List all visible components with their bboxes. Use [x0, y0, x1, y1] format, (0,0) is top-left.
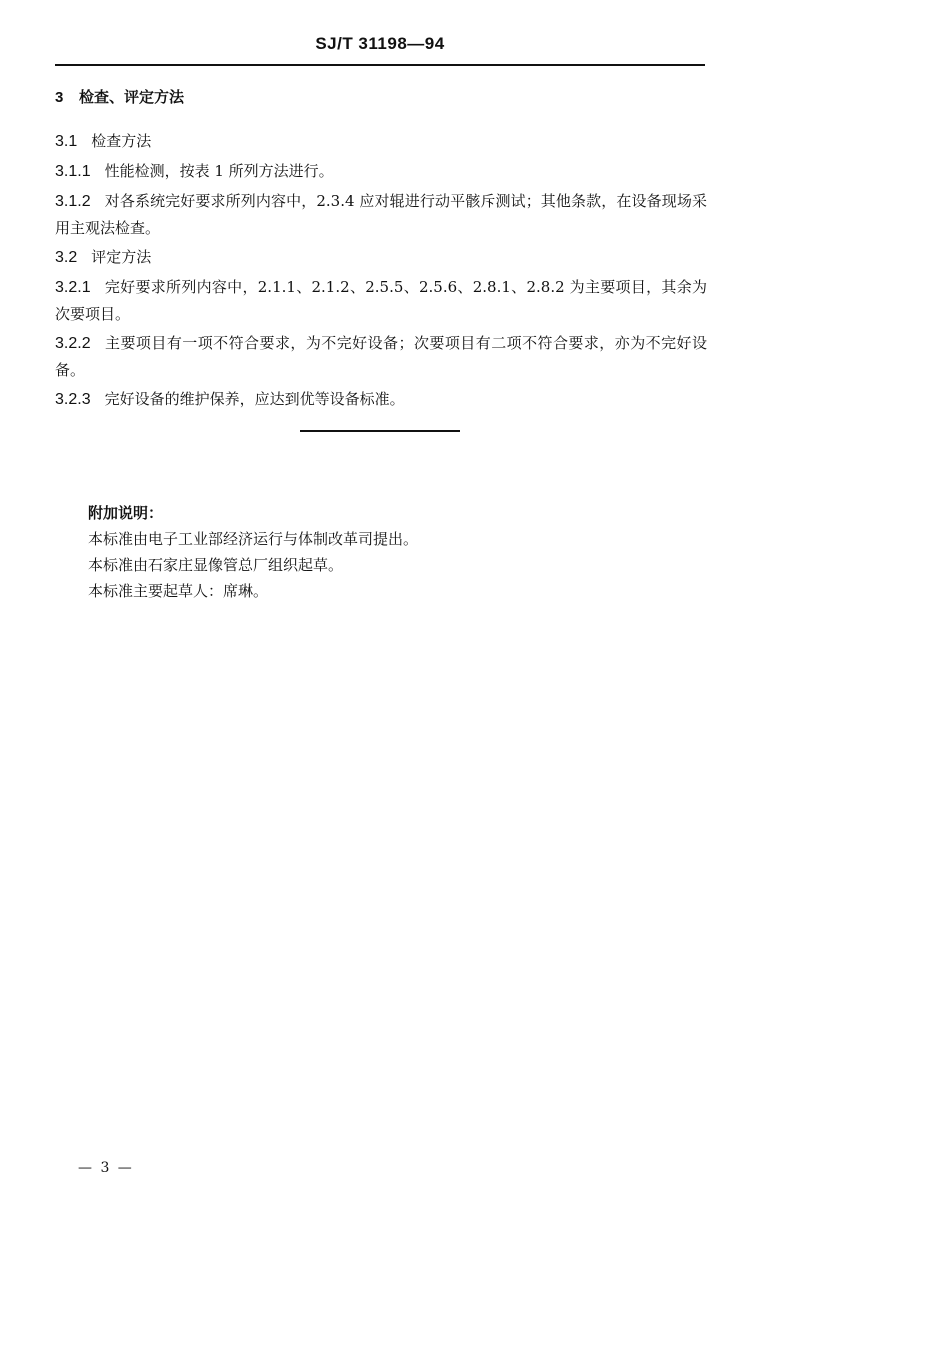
clause-number: 3.2.1 — [55, 279, 91, 296]
clause-text: 主要项目有一项不符合要求，为不完好设备；次要项目有二项不符合要求，亦为不完好设备。 — [55, 334, 707, 379]
section-heading — [55, 84, 707, 111]
notes-line: 本标准由石家庄显像管总厂组织起草。 — [88, 556, 344, 574]
end-of-text-rule — [300, 430, 460, 432]
notes-line: 本标准主要起草人：席琳。 — [88, 582, 269, 600]
clause-number: 3.1.1 — [55, 163, 91, 180]
clause-3-2-1 — [55, 274, 707, 327]
clause-text: 完好设备的维护保养，应达到优等设备标准。 — [104, 390, 405, 408]
main-content — [55, 84, 707, 416]
section-title: 检查、评定方法 — [79, 88, 185, 106]
clause-text: 对各系统完好要求所列内容中，2.3.4 应对辊进行动平骸斥测试；其他条款，在设备现场采用主观法检查。 — [55, 192, 707, 237]
clause-3-2 — [55, 244, 707, 271]
notes-title: 附加说明： — [88, 504, 164, 522]
additional-notes — [88, 500, 688, 604]
standard-code-header: SJ/T 31198—94 — [315, 34, 445, 53]
header-rule — [55, 64, 705, 66]
section-number: 3 — [55, 89, 64, 106]
page-number: — 3 — — [78, 1160, 134, 1176]
clause-number: 3.1.2 — [55, 193, 91, 210]
clause-text: 检查方法 — [91, 132, 152, 150]
clause-number: 3.2 — [55, 249, 78, 266]
clause-3-2-3 — [55, 386, 707, 413]
notes-line: 本标准由电子工业部经济运行与体制改革司提出。 — [88, 530, 419, 548]
clause-3-1-1 — [55, 158, 707, 185]
clause-number: 3.2.3 — [55, 391, 91, 408]
clause-3-1-2 — [55, 188, 707, 241]
clause-number: 3.2.2 — [55, 335, 91, 352]
clause-number: 3.1 — [55, 133, 78, 150]
clause-text: 评定方法 — [91, 248, 152, 266]
clause-text: 性能检测，按表 1 所列方法进行。 — [104, 162, 334, 180]
clause-3-1 — [55, 128, 707, 155]
clause-3-2-2 — [55, 330, 707, 383]
clause-text: 完好要求所列内容中，2.1.1、2.1.2、2.5.5、2.5.6、2.8.1、2.8.2 为主要项目，其余为次要项目。 — [55, 278, 707, 323]
